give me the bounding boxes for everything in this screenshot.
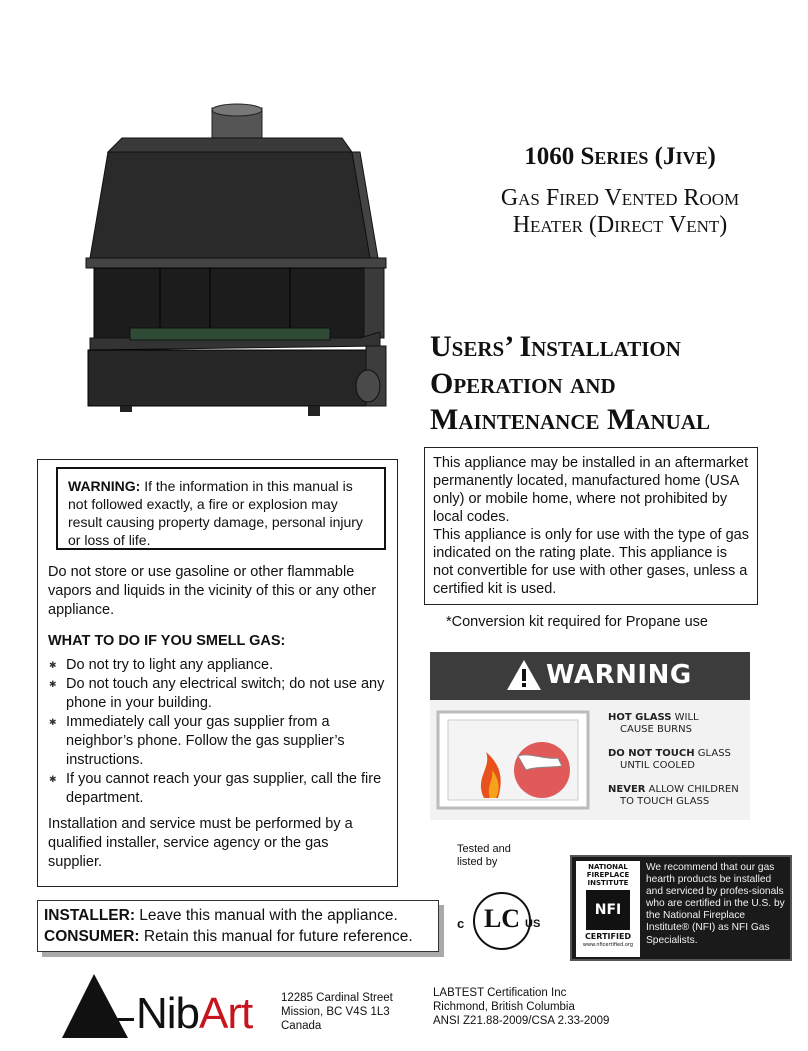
lc-certification-mark bbox=[455, 878, 547, 968]
consumer-label: CONSUMER: bbox=[44, 928, 140, 945]
list-item: ✱ Do not try to light any appliance. bbox=[48, 656, 394, 675]
lc-us: US bbox=[525, 918, 541, 930]
hot-glass-l3a: NEVER bbox=[608, 784, 646, 795]
logo-wordmark bbox=[136, 990, 252, 1038]
lc-c: c bbox=[457, 916, 465, 931]
logo-triangle-icon bbox=[60, 972, 130, 1040]
list-item: ✱ Do not touch any electrical switch; do not use any phone in your building. bbox=[48, 675, 394, 713]
address-line-3: Canada bbox=[281, 1020, 322, 1032]
logo-text-b: Art bbox=[199, 989, 253, 1038]
tested-by bbox=[457, 843, 511, 869]
service-text: Installation and service must be performed by a qualified installer, service agency or the gas supplier. bbox=[48, 816, 353, 870]
nfi-flame-logo: NFI bbox=[586, 890, 630, 930]
consumer-line bbox=[44, 926, 432, 947]
labtest-line-2: Richmond, British Columbia bbox=[433, 1001, 575, 1013]
warning-label: WARNING: bbox=[68, 478, 141, 494]
product-title-line-1: Gas Fired Vented Room bbox=[500, 185, 740, 211]
conversion-note: *Conversion kit required for Propane use bbox=[446, 614, 708, 630]
series-title: 1060 Series (Jive) bbox=[524, 143, 716, 170]
smell-gas-heading: WHAT TO DO IF YOU SMELL GAS: bbox=[48, 633, 286, 649]
installer-line bbox=[44, 905, 432, 926]
nfi-url: www.nficertified.org bbox=[582, 942, 634, 948]
nfi-l1: NATIONAL bbox=[588, 863, 628, 871]
lc-letters: LC bbox=[483, 904, 521, 933]
tested-line-2: listed by bbox=[457, 856, 498, 868]
list-item: ✱ If you cannot reach your gas supplier, call the fire department. bbox=[48, 770, 394, 808]
hot-glass-text bbox=[608, 712, 748, 808]
hot-glass-l3c: TO TOUCH GLASS bbox=[620, 796, 710, 807]
product-title-line-2: Heater (Direct Vent) bbox=[512, 212, 728, 238]
nfi-text: We recommend that our gas hearth products be installed and serviced by profes-sionals who are certified in the U.S. by the National Fireplace Institute® (NFI) as NFI Gas Specialists. bbox=[646, 862, 785, 946]
logo-line bbox=[114, 1018, 134, 1021]
address-line-1: 12285 Cardinal Street bbox=[281, 992, 393, 1004]
hot-glass-l1b: WILL bbox=[674, 712, 699, 723]
nfi-l2: FIREPLACE bbox=[586, 871, 630, 879]
appliance-text-1: This appliance may be installed in an aftermarket permanently located, manufactured home (USA only) or mobile home, where not prohibited by local codes. bbox=[433, 455, 749, 525]
manual-title-line-1: Users’ Installation bbox=[430, 330, 681, 363]
hot-glass-l2c: UNTIL COOLED bbox=[620, 760, 695, 771]
hot-glass-warning-label bbox=[430, 652, 750, 820]
manual-title-line-3: Maintenance Manual bbox=[430, 403, 710, 436]
nfi-logo-panel bbox=[576, 861, 640, 957]
consumer-text: Retain this manual for future reference. bbox=[143, 928, 413, 945]
labtest-info bbox=[433, 986, 609, 1028]
labtest-line-1: LABTEST Certification Inc bbox=[433, 987, 567, 999]
tested-line-1: Tested and bbox=[457, 843, 511, 855]
hot-glass-l3b: ALLOW CHILDREN bbox=[648, 784, 739, 795]
smell-gas-list bbox=[48, 656, 394, 808]
warning-label-heading: WARNING bbox=[546, 660, 692, 690]
nibart-logo bbox=[60, 972, 260, 1042]
product-title bbox=[440, 185, 800, 239]
warning-box bbox=[56, 467, 386, 550]
logo-text-a: Nib bbox=[136, 989, 200, 1038]
storage-warning: Do not store or use gasoline or other flammable vapors and liquids in the vicinity of this or any other appliance. bbox=[48, 564, 377, 618]
nfi-box bbox=[570, 855, 792, 961]
list-item: ✱ Immediately call your gas supplier from a neighbor’s phone. Follow the gas supplier’s instructions. bbox=[48, 713, 394, 770]
installer-label: INSTALLER: bbox=[44, 907, 135, 924]
warning-text: If the information in this manual is not followed exactly, a fire or explosion may result causing property damage, personal injury or loss of life. bbox=[68, 478, 363, 548]
hot-glass-l2b: GLASS bbox=[697, 748, 731, 759]
installer-box bbox=[37, 900, 439, 952]
warning-triangle-icon bbox=[506, 659, 542, 691]
hot-glass-pictogram-icon bbox=[434, 708, 598, 814]
hot-glass-l1a: HOT GLASS bbox=[608, 712, 672, 723]
company-address bbox=[281, 991, 393, 1033]
nfi-l3: INSTITUTE bbox=[587, 879, 629, 887]
nfi-certified: CERTIFIED bbox=[584, 932, 632, 941]
appliance-box bbox=[424, 447, 758, 605]
fireplace-illustration bbox=[60, 100, 400, 440]
hot-glass-l1c: CAUSE BURNS bbox=[620, 724, 692, 735]
address-line-2: Mission, BC V4S 1L3 bbox=[281, 1006, 390, 1018]
labtest-line-3: ANSI Z21.88-2009/CSA 2.33-2009 bbox=[433, 1015, 610, 1027]
installer-text: Leave this manual with the appliance. bbox=[139, 907, 398, 924]
appliance-text-2: This appliance is only for use with the type of gas indicated on the rating plate. This appliance is not convertible for use with other gases, unless a certified kit is used. bbox=[433, 527, 749, 597]
manual-title-line-2: Operation and bbox=[430, 367, 616, 400]
hot-glass-l2a: DO NOT TOUCH bbox=[608, 748, 695, 759]
